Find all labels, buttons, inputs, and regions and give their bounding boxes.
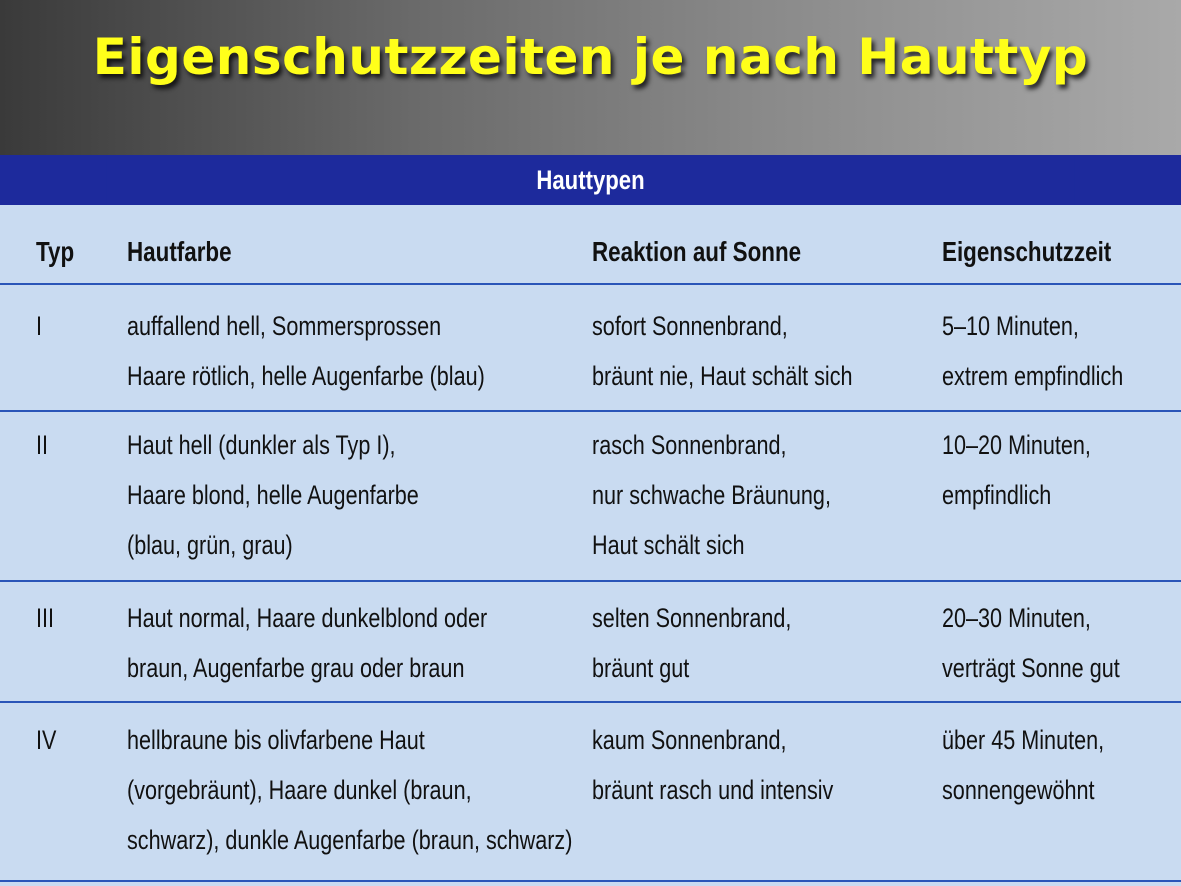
cell-eigenschutzzeit	[942, 301, 1123, 401]
cell-eigenschutzzeit	[942, 593, 1120, 693]
row-divider	[0, 880, 1181, 882]
skin-type-table	[0, 155, 1181, 886]
cell-line: 5–10 Minuten,	[942, 311, 1079, 341]
cell-line: braun, Augenfarbe grau oder braun	[127, 653, 465, 683]
row-divider	[0, 283, 1181, 285]
header-reaktion: Reaktion auf Sonne	[592, 236, 802, 267]
table-header-row	[0, 227, 1181, 279]
slide-title: Eigenschutzzeiten je nach Hauttyp	[92, 28, 1089, 86]
cell-line: bräunt rasch und intensiv	[592, 775, 834, 805]
cell-line: Haut schält sich	[592, 530, 745, 560]
cell-eigenschutzzeit	[942, 715, 1104, 815]
cell-line: sofort Sonnenbrand,	[592, 311, 788, 341]
cell-hautfarbe	[127, 593, 487, 693]
cell-line: sonnengewöhnt	[942, 775, 1095, 805]
cell-typ: III	[36, 603, 55, 633]
cell-line: 20–30 Minuten,	[942, 603, 1091, 633]
cell-line: Haut normal, Haare dunkelblond oder	[127, 603, 488, 633]
cell-line: (vorgebräunt), Haare dunkel (braun,	[127, 775, 472, 805]
cell-line: 10–20 Minuten,	[942, 430, 1091, 460]
row-divider	[0, 580, 1181, 582]
header-typ: Typ	[36, 236, 75, 267]
cell-reaktion	[592, 715, 833, 815]
cell-line: rasch Sonnenbrand,	[592, 430, 787, 460]
cell-reaktion	[592, 420, 831, 570]
table-caption: Hauttypen	[106, 155, 1074, 205]
cell-line: verträgt Sonne gut	[942, 653, 1120, 683]
cell-reaktion	[592, 301, 853, 401]
cell-reaktion	[592, 593, 791, 693]
cell-hautfarbe	[127, 301, 485, 401]
cell-line: extrem empfindlich	[942, 361, 1124, 391]
cell-eigenschutzzeit	[942, 420, 1091, 520]
cell-line: Haare rötlich, helle Augenfarbe (blau)	[127, 361, 485, 391]
header-hautfarbe: Hautfarbe	[127, 236, 232, 267]
row-divider	[0, 701, 1181, 703]
cell-line: nur schwache Bräunung,	[592, 480, 831, 510]
cell-line: über 45 Minuten,	[942, 725, 1105, 755]
cell-line: bräunt gut	[592, 653, 690, 683]
cell-hautfarbe	[127, 420, 419, 570]
cell-typ: I	[36, 311, 43, 341]
cell-line: auffallend hell, Sommersprossen	[127, 311, 442, 341]
cell-line: schwarz), dunkle Augenfarbe (braun, schwarz)	[127, 825, 573, 855]
cell-line: Haut hell (dunkler als Typ I),	[127, 430, 396, 460]
cell-hautfarbe	[127, 715, 572, 865]
cell-line: bräunt nie, Haut schält sich	[592, 361, 853, 391]
cell-line: selten Sonnenbrand,	[592, 603, 792, 633]
cell-line: (blau, grün, grau)	[127, 530, 293, 560]
cell-typ: II	[36, 430, 49, 460]
row-divider	[0, 410, 1181, 412]
cell-typ: IV	[36, 725, 57, 755]
cell-line: Haare blond, helle Augenfarbe	[127, 480, 419, 510]
header-eigenschutzzeit: Eigenschutzzeit	[942, 236, 1112, 267]
cell-line: empfindlich	[942, 480, 1052, 510]
cell-line: hellbraune bis olivfarbene Haut	[127, 725, 425, 755]
cell-line: kaum Sonnenbrand,	[592, 725, 787, 755]
